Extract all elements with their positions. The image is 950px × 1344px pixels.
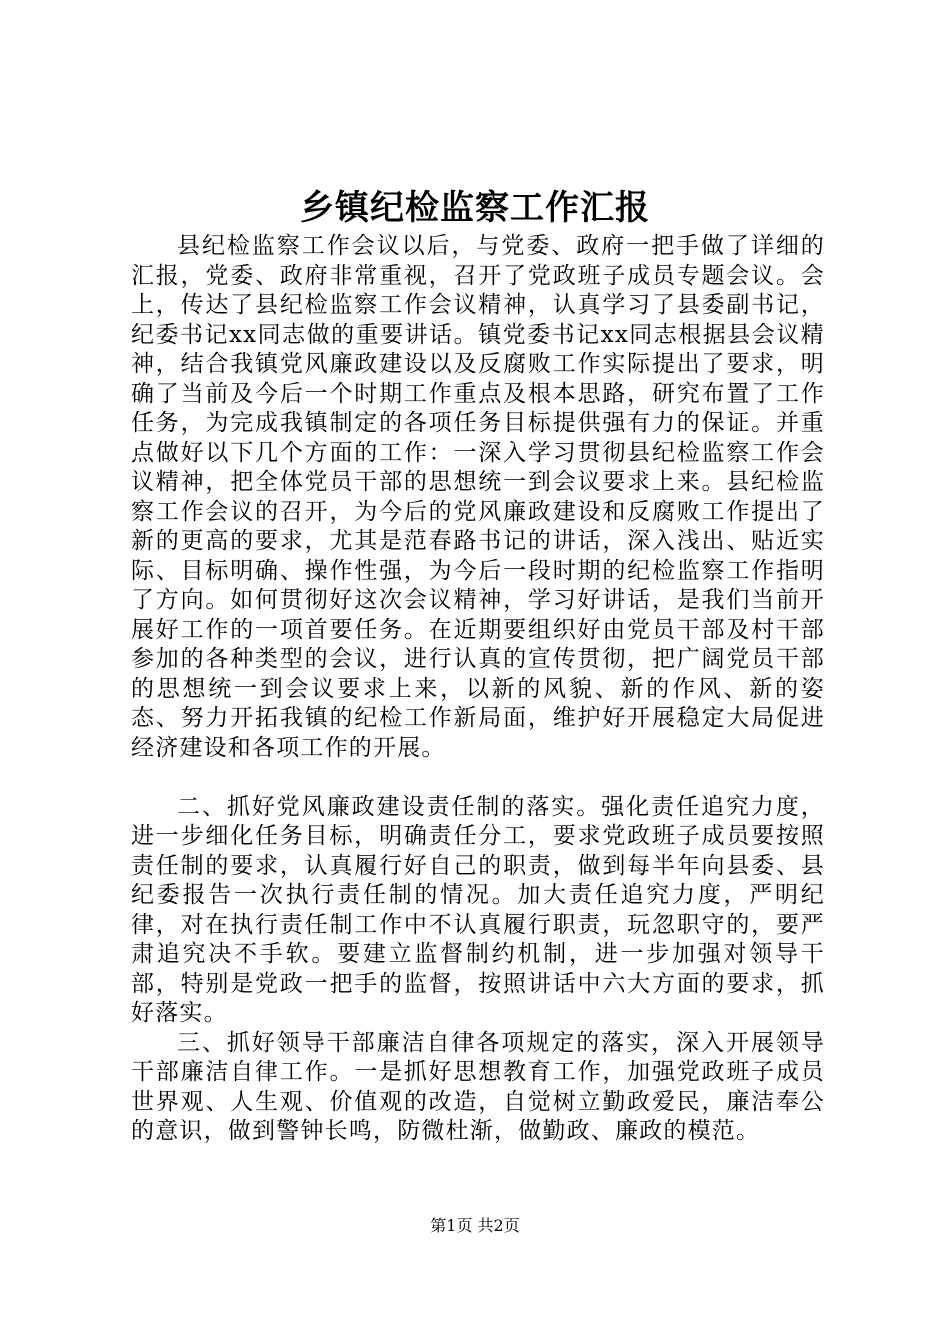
paragraph-2: 二、抓好党风廉政建设责任制的落实。强化责任追究力度，进一步细化任务目标，明确责任分工，要求党政班子成员要按照责任制的要求，认真履行好自己的职责，做到每半年向县委、县纪委报告一次执行责任制的情况。加大责任追究力度，严明纪律，对在执行责任制工作中不认真履行职责，玩忽职守的，要严肃追究决不手软。要建立监督制约机制，进一步加强对领导干部，特别是党政一把手的监督，按照讲话中六大方面的要求，抓好落实。 xyxy=(131,793,825,1026)
paragraph-3: 三、抓好领导干部廉洁自律各项规定的落实，深入开展领导干部廉洁自律工作。一是抓好思想教育工作，加强党政班子成员世界观、人生观、价值观的改造，自觉树立勤政爱民，廉洁奉公的意识，做到警钟长鸣，防微杜渐，做勤政、廉政的模范。 xyxy=(131,1029,825,1144)
document-body xyxy=(131,232,825,1147)
paragraph-1: 县纪检监察工作会议以后，与党委、政府一把手做了详细的汇报，党委、政府非常重视，召开了党政班子成员专题会议。会上，传达了县纪检监察工作会议精神，认真学习了县委副书记，纪委书记xx同志做的重要讲话。镇党委书记xx同志根据县会议精神，结合我镇党风廉政建设以及反腐败工作实际提出了要求，明确了当前及今后一个时期工作重点及根本思路，研究布置了工作任务，为完成我镇制定的各项任务目标提供强有力的保证。并重点做好以下几个方面的工作：一深入学习贯彻县纪检监察工作会议精神，把全体党员干部的思想统一到会议要求上来。县纪检监察工作会议的召开，为今后的党风廉政建设和反腐败工作提出了新的更高的要求，尤其是范春路书记的讲话，深入浅出、贴近实际、目标明确、操作性强，为今后一段时期的纪检监察工作指明了方向。如何贯彻好这次会议精神，学习好讲话，是我们当前开展好工作的一项首要任务。在近期要组织好由党员干部及村干部参加的各种类型的会议，进行认真的宣传贯彻，把广阔党员干部的思想统一到会议要求上来，以新的风貌、新的作风、新的姿态、努力开拓我镇的纪检工作新局面，维护好开展稳定大局促进经济建设和各项工作的开展。 xyxy=(131,233,825,761)
paragraph-spacer xyxy=(131,763,825,793)
document-title: 乡镇纪检监察工作汇报 xyxy=(300,188,650,228)
page-number-footer: 第1页 共2页 xyxy=(430,1216,520,1235)
